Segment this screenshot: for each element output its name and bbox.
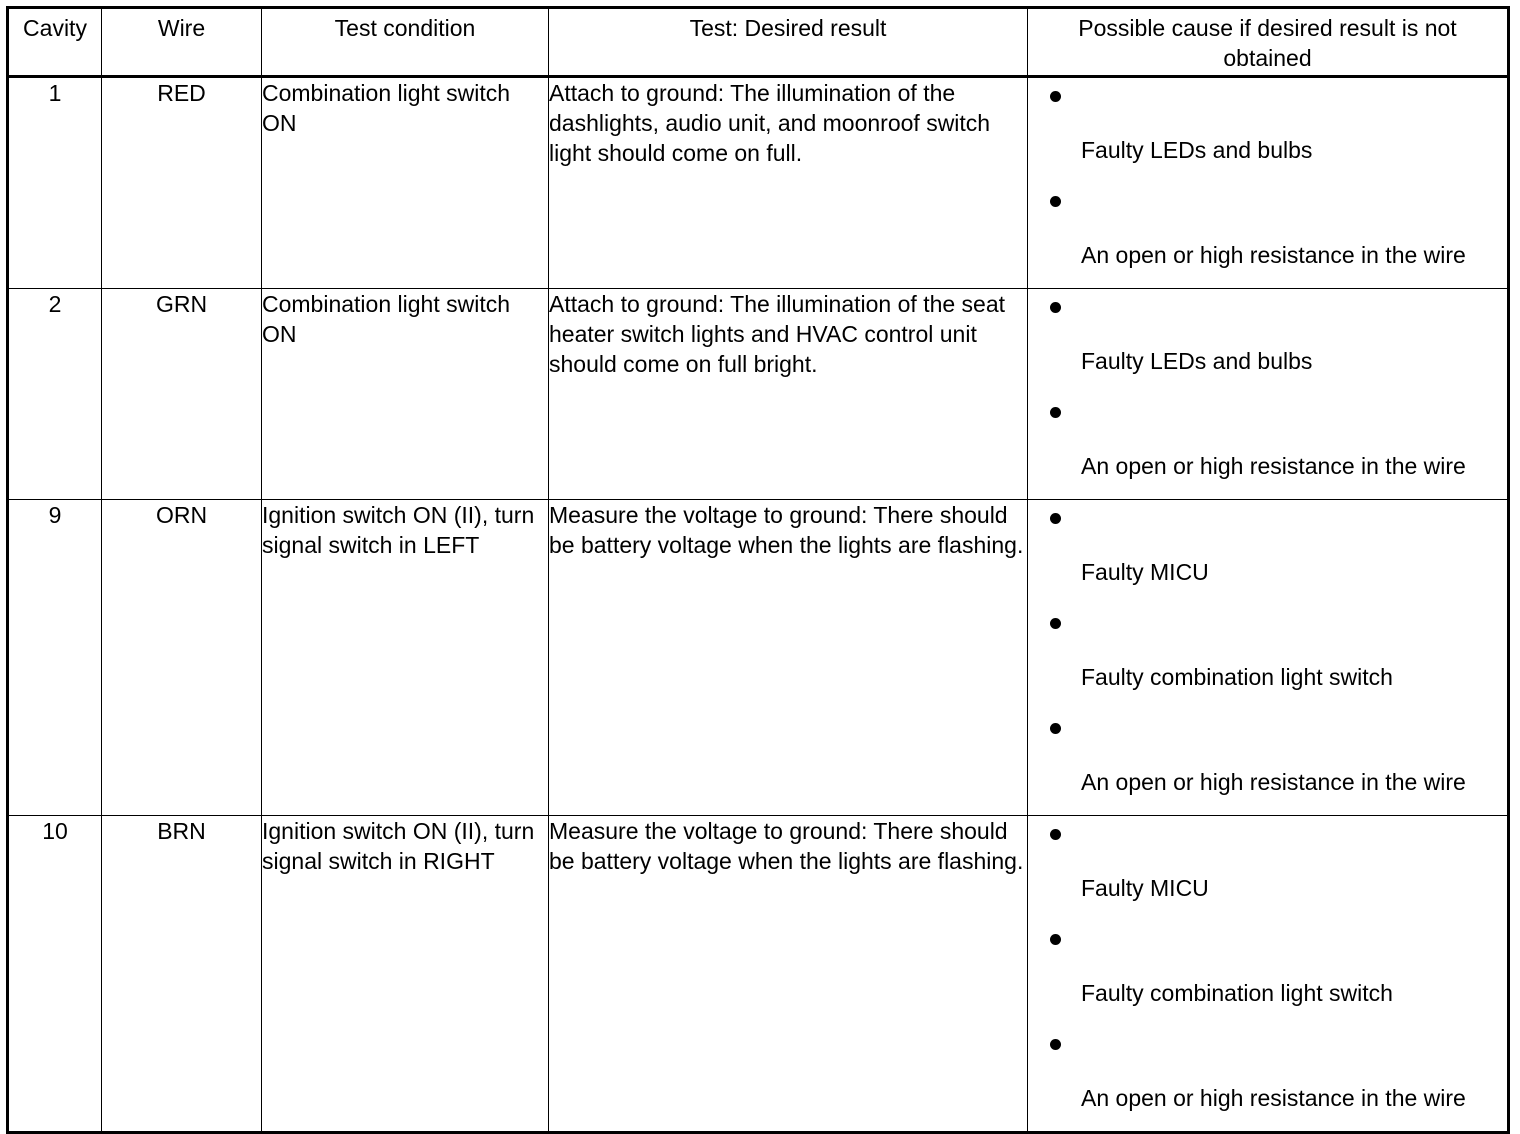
table-row xyxy=(8,77,1509,289)
possible-cause-cell xyxy=(1028,816,1509,1133)
cause-item xyxy=(1028,605,1507,710)
cause-item xyxy=(1028,289,1507,394)
header-desired-result: Test: Desired result xyxy=(549,8,1028,77)
wire-cell: BRN xyxy=(102,816,262,1133)
wire-cell: RED xyxy=(102,77,262,289)
cavity-cell: 1 xyxy=(8,77,102,289)
cause-text: Faulty LEDs and bulbs xyxy=(1081,348,1313,374)
cause-item xyxy=(1028,183,1507,288)
header-test-condition: Test condition xyxy=(262,8,549,77)
cause-text: Faulty combination light switch xyxy=(1081,980,1393,1006)
bullet-icon xyxy=(1050,407,1061,418)
bullet-icon xyxy=(1050,934,1061,945)
cause-text: An open or high resistance in the wire xyxy=(1081,453,1466,479)
test-condition-cell: Combination light switch ON xyxy=(262,289,549,500)
possible-cause-cell xyxy=(1028,500,1509,816)
bullet-icon xyxy=(1050,1039,1061,1050)
cause-item xyxy=(1028,710,1507,815)
connector-test-table xyxy=(6,6,1510,1134)
cavity-cell: 9 xyxy=(8,500,102,816)
bullet-icon xyxy=(1050,723,1061,734)
header-wire: Wire xyxy=(102,8,262,77)
cause-text: Faulty combination light switch xyxy=(1081,664,1393,690)
table-row xyxy=(8,500,1509,816)
test-condition-cell: Ignition switch ON (II), turn signal switch in LEFT xyxy=(262,500,549,816)
header-row xyxy=(8,8,1509,77)
cause-item xyxy=(1028,816,1507,921)
cause-text: Faulty MICU xyxy=(1081,559,1209,585)
cause-item xyxy=(1028,1026,1507,1131)
bullet-icon xyxy=(1050,829,1061,840)
desired-result-cell: Measure the voltage to ground: There should be battery voltage when the lights are flashing. xyxy=(549,816,1028,1133)
cavity-cell: 10 xyxy=(8,816,102,1133)
cavity-cell: 2 xyxy=(8,289,102,500)
bullet-icon xyxy=(1050,91,1061,102)
desired-result-cell: Measure the voltage to ground: There should be battery voltage when the lights are flashing. xyxy=(549,500,1028,816)
header-possible-cause: Possible cause if desired result is not obtained xyxy=(1028,8,1509,77)
cause-item xyxy=(1028,394,1507,499)
header-cavity: Cavity xyxy=(8,8,102,77)
cause-item xyxy=(1028,78,1507,183)
cause-item xyxy=(1028,500,1507,605)
cause-text: Faulty LEDs and bulbs xyxy=(1081,137,1313,163)
cause-text: An open or high resistance in the wire xyxy=(1081,1085,1466,1111)
wire-cell: ORN xyxy=(102,500,262,816)
cause-item xyxy=(1028,921,1507,1026)
bullet-icon xyxy=(1050,618,1061,629)
possible-cause-cell xyxy=(1028,289,1509,500)
cause-text: Faulty MICU xyxy=(1081,875,1209,901)
wire-cell: GRN xyxy=(102,289,262,500)
test-condition-cell: Ignition switch ON (II), turn signal switch in RIGHT xyxy=(262,816,549,1133)
table-row xyxy=(8,816,1509,1133)
bullet-icon xyxy=(1050,302,1061,313)
test-condition-cell: Combination light switch ON xyxy=(262,77,549,289)
bullet-icon xyxy=(1050,196,1061,207)
bullet-icon xyxy=(1050,513,1061,524)
table-row xyxy=(8,289,1509,500)
desired-result-cell: Attach to ground: The illumination of the dashlights, audio unit, and moonroof switch light should come on full. xyxy=(549,77,1028,289)
possible-cause-cell xyxy=(1028,77,1509,289)
cause-text: An open or high resistance in the wire xyxy=(1081,242,1466,268)
desired-result-cell: Attach to ground: The illumination of the seat heater switch lights and HVAC control unit should come on full bright. xyxy=(549,289,1028,500)
cause-text: An open or high resistance in the wire xyxy=(1081,769,1466,795)
